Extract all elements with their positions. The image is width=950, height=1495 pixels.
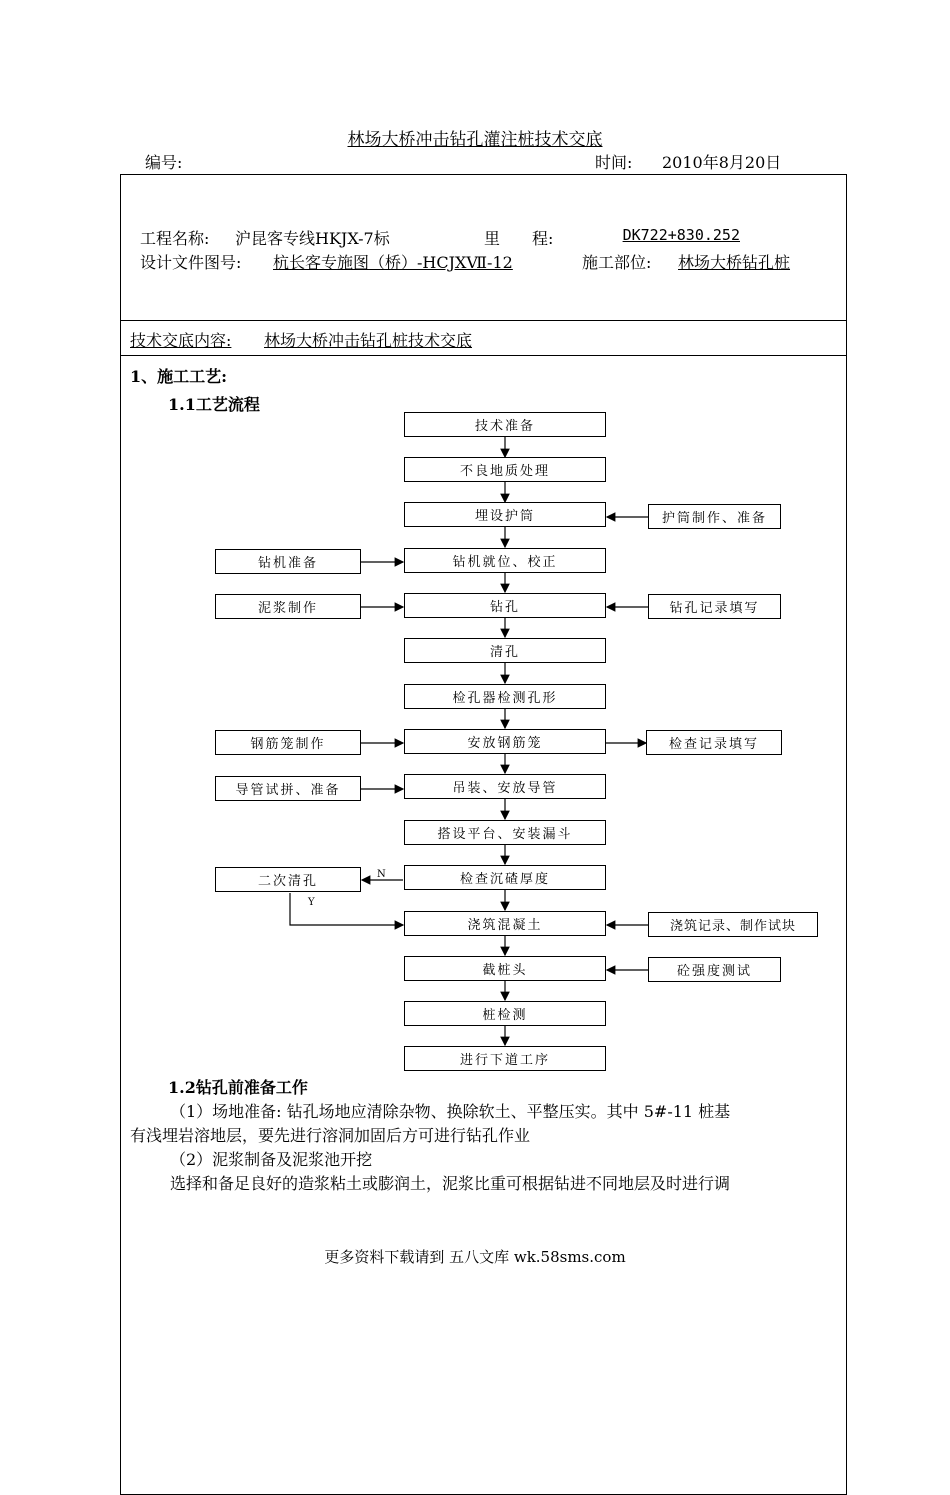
flow-step: 不良地质处理: [404, 457, 606, 482]
flow-step: 吊装、安放导管: [404, 774, 606, 799]
flow-side-step: 导管试拼、准备: [215, 776, 361, 801]
project-value: 沪昆客专线HKJX-7标: [235, 229, 390, 248]
number-label: 编号:: [145, 153, 183, 172]
paragraph: （2）泥浆制备及泥浆池开挖: [170, 1150, 373, 1169]
flow-step: 桩检测: [404, 1001, 606, 1026]
drawing-value: 杭长客专施图（桥）-HCJXⅦ-12: [273, 253, 513, 272]
flow-flag-n: N: [377, 869, 386, 880]
flow-step: 浇筑混凝土: [404, 911, 606, 936]
content-value: 林场大桥冲击钻孔桩技术交底: [264, 331, 473, 350]
content-label: 技术交底内容:: [130, 331, 232, 350]
flow-step: 埋设护筒: [404, 502, 606, 527]
flow-side-step: 泥浆制作: [215, 594, 361, 619]
flow-arrow: [290, 893, 403, 925]
flow-flag-y: Y: [308, 897, 315, 908]
paragraph: （1）场地准备: 钻孔场地应清除杂物、换除软土、平整压实。其中 5#-11 桩基: [170, 1102, 731, 1121]
flow-step: 钻孔: [404, 593, 606, 618]
part-value: 林场大桥钻孔桩: [678, 253, 791, 272]
flow-side-step: 钢筋笼制作: [215, 730, 361, 755]
flow-side-step: 钻孔记录填写: [648, 594, 781, 619]
flow-step: 搭设平台、安装漏斗: [404, 820, 606, 845]
drawing-label: 设计文件图号:: [140, 253, 242, 272]
flow-side-step: 二次清孔: [215, 867, 361, 892]
paragraph: 有浅埋岩溶地层，要先进行溶洞加固后方可进行钻孔作业: [130, 1126, 531, 1145]
section-heading: 1、施工工艺:: [130, 367, 228, 386]
footer-text: 更多资料下载请到 五八文库 wk.58sms.com: [324, 1248, 626, 1266]
flow-side-step: 浇筑记录、制作试块: [648, 912, 818, 937]
flow-side-step: 检查记录填写: [646, 730, 782, 755]
flow-side-step: 砼强度测试: [648, 957, 781, 982]
document-title: 林场大桥冲击钻孔灌注桩技术交底: [347, 130, 603, 150]
flow-step: 钻机就位、校正: [404, 548, 606, 573]
part-label: 施工部位:: [582, 253, 652, 272]
flow-step: 截桩头: [404, 956, 606, 981]
flow-side-step: 钻机准备: [215, 549, 361, 574]
flow-step: 清孔: [404, 638, 606, 663]
subsection-heading: 1.1工艺流程: [168, 395, 260, 414]
flow-side-step: 护筒制作、准备: [648, 504, 781, 529]
time-label: 时间:: [595, 153, 633, 172]
project-label: 工程名称:: [140, 229, 210, 248]
time-value: 2010年8月20日: [662, 153, 782, 172]
subsection-heading: 1.2钻孔前准备工作: [168, 1078, 308, 1097]
flow-step: 安放钢筋笼: [404, 729, 606, 754]
paragraph: 选择和备足良好的造浆粘土或膨润土，泥浆比重可根据钻进不同地层及时进行调: [170, 1174, 731, 1193]
mileage-label: 里 程:: [484, 229, 554, 248]
flow-step: 检查沉碴厚度: [404, 865, 606, 890]
flow-step: 技术准备: [404, 412, 606, 437]
flow-step: 检孔器检测孔形: [404, 684, 606, 709]
flow-step: 进行下道工序: [404, 1046, 606, 1071]
mileage-value: DK722+830.252: [622, 226, 740, 244]
